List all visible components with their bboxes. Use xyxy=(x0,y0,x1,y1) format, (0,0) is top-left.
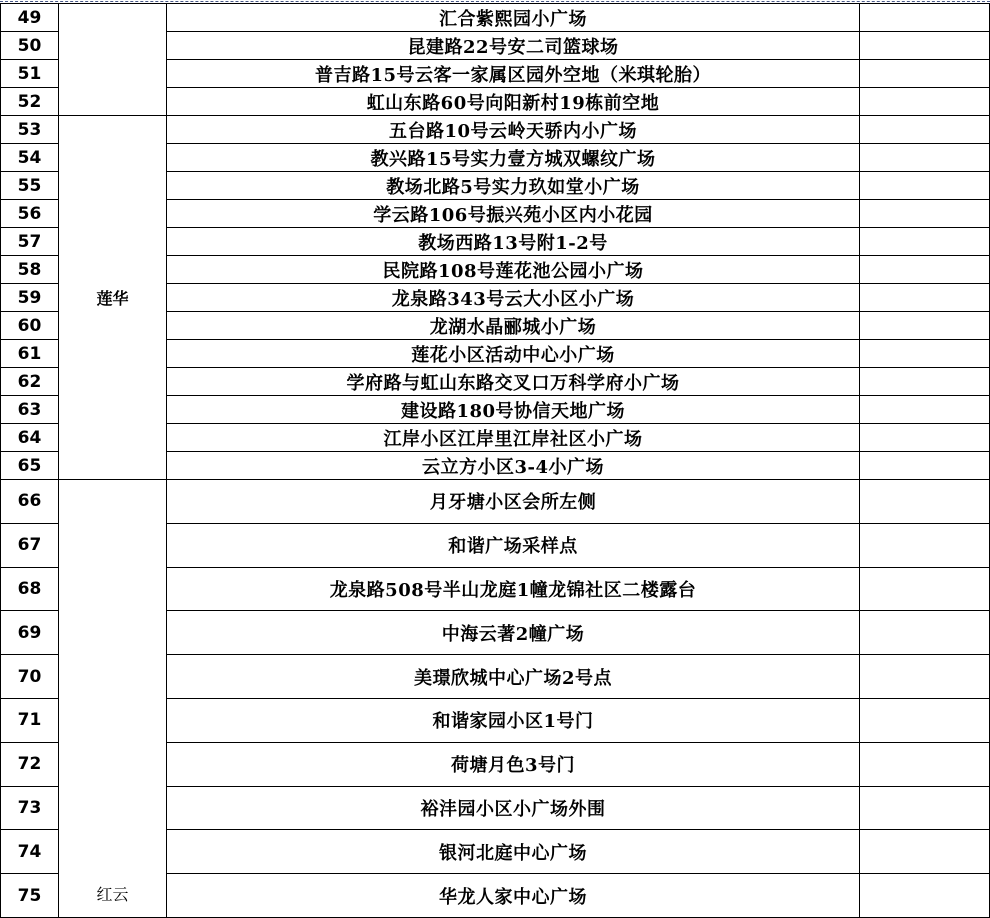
empty-cell[interactable] xyxy=(860,88,990,116)
empty-cell[interactable] xyxy=(860,116,990,144)
row-number-cell[interactable]: 59 xyxy=(1,284,59,312)
empty-cell[interactable] xyxy=(860,611,990,655)
empty-cell[interactable] xyxy=(860,830,990,874)
row-number-cell[interactable]: 68 xyxy=(1,567,59,611)
location-cell[interactable]: 学云路106号振兴苑小区内小花园 xyxy=(167,200,860,228)
location-cell[interactable]: 华龙人家中心广场 xyxy=(167,874,860,918)
location-cell[interactable]: 美璟欣城中心广场2号点 xyxy=(167,655,860,699)
location-cell[interactable]: 和谐家园小区1号门 xyxy=(167,698,860,742)
empty-cell[interactable] xyxy=(860,655,990,699)
empty-cell[interactable] xyxy=(860,567,990,611)
row-number-cell[interactable]: 62 xyxy=(1,368,59,396)
row-number-cell[interactable]: 58 xyxy=(1,256,59,284)
row-number-cell[interactable]: 60 xyxy=(1,312,59,340)
area-cell[interactable] xyxy=(59,4,167,116)
row-number-cell[interactable]: 54 xyxy=(1,144,59,172)
area-cell-lianhua[interactable]: 莲华 xyxy=(59,116,167,480)
location-cell[interactable]: 汇合紫熙园小广场 xyxy=(167,4,860,32)
empty-cell[interactable] xyxy=(860,452,990,480)
location-cell[interactable]: 龙泉路508号半山龙庭1幢龙锦社区二楼露台 xyxy=(167,567,860,611)
row-number-cell[interactable]: 70 xyxy=(1,655,59,699)
row-number-cell[interactable]: 71 xyxy=(1,698,59,742)
location-cell[interactable]: 五台路10号云岭天骄内小广场 xyxy=(167,116,860,144)
empty-cell[interactable] xyxy=(860,312,990,340)
row-number-cell[interactable]: 75 xyxy=(1,874,59,918)
table-row xyxy=(1,116,990,144)
empty-cell[interactable] xyxy=(860,368,990,396)
row-number-cell[interactable]: 61 xyxy=(1,340,59,368)
location-cell[interactable]: 建设路180号协信天地广场 xyxy=(167,396,860,424)
empty-cell[interactable] xyxy=(860,60,990,88)
row-number-cell[interactable]: 69 xyxy=(1,611,59,655)
spreadsheet xyxy=(0,3,990,918)
area-cell-hongyun[interactable] xyxy=(59,480,167,918)
row-number-cell[interactable]: 64 xyxy=(1,424,59,452)
location-cell[interactable]: 中海云著2幢广场 xyxy=(167,611,860,655)
row-number-cell[interactable]: 72 xyxy=(1,742,59,786)
table-row xyxy=(1,4,990,32)
row-number-cell[interactable]: 63 xyxy=(1,396,59,424)
location-cell[interactable]: 裕沣园小区小广场外围 xyxy=(167,786,860,830)
sampling-sites-table xyxy=(0,3,990,918)
empty-cell[interactable] xyxy=(860,742,990,786)
location-cell[interactable]: 龙湖水晶郦城小广场 xyxy=(167,312,860,340)
area-label-hongyun: 红云 xyxy=(96,885,129,904)
empty-cell[interactable] xyxy=(860,698,990,742)
location-cell[interactable]: 银河北庭中心广场 xyxy=(167,830,860,874)
empty-cell[interactable] xyxy=(860,228,990,256)
empty-cell[interactable] xyxy=(860,256,990,284)
empty-cell[interactable] xyxy=(860,340,990,368)
empty-cell[interactable] xyxy=(860,200,990,228)
row-number-cell[interactable]: 49 xyxy=(1,4,59,32)
location-cell[interactable]: 虹山东路60号向阳新村19栋前空地 xyxy=(167,88,860,116)
row-number-cell[interactable]: 52 xyxy=(1,88,59,116)
empty-cell[interactable] xyxy=(860,523,990,567)
row-number-cell[interactable]: 67 xyxy=(1,523,59,567)
row-number-cell[interactable]: 65 xyxy=(1,452,59,480)
location-cell[interactable]: 和谐广场采样点 xyxy=(167,523,860,567)
location-cell[interactable]: 莲花小区活动中心小广场 xyxy=(167,340,860,368)
location-cell[interactable]: 江岸小区江岸里江岸社区小广场 xyxy=(167,424,860,452)
row-number-cell[interactable]: 57 xyxy=(1,228,59,256)
empty-cell[interactable] xyxy=(860,480,990,524)
location-cell[interactable]: 民院路108号莲花池公园小广场 xyxy=(167,256,860,284)
location-cell[interactable]: 教场北路5号实力玖如堂小广场 xyxy=(167,172,860,200)
row-number-cell[interactable]: 56 xyxy=(1,200,59,228)
location-cell[interactable]: 教兴路15号实力壹方城双螺纹广场 xyxy=(167,144,860,172)
empty-cell[interactable] xyxy=(860,396,990,424)
row-number-cell[interactable]: 50 xyxy=(1,32,59,60)
location-cell[interactable]: 普吉路15号云客一家属区园外空地（米琪轮胎） xyxy=(167,60,860,88)
location-cell[interactable]: 昆建路22号安二司篮球场 xyxy=(167,32,860,60)
empty-cell[interactable] xyxy=(860,4,990,32)
row-number-cell[interactable]: 55 xyxy=(1,172,59,200)
row-number-cell[interactable]: 51 xyxy=(1,60,59,88)
top-dashed-border xyxy=(0,1,990,2)
location-cell[interactable]: 教场西路13号附1-2号 xyxy=(167,228,860,256)
row-number-cell[interactable]: 66 xyxy=(1,480,59,524)
table-row xyxy=(1,480,990,524)
empty-cell[interactable] xyxy=(860,144,990,172)
row-number-cell[interactable]: 53 xyxy=(1,116,59,144)
location-cell[interactable]: 云立方小区3-4小广场 xyxy=(167,452,860,480)
location-cell[interactable]: 荷塘月色3号门 xyxy=(167,742,860,786)
row-number-cell[interactable]: 73 xyxy=(1,786,59,830)
location-cell[interactable]: 月牙塘小区会所左侧 xyxy=(167,480,860,524)
location-cell[interactable]: 学府路与虹山东路交叉口万科学府小广场 xyxy=(167,368,860,396)
empty-cell[interactable] xyxy=(860,32,990,60)
empty-cell[interactable] xyxy=(860,424,990,452)
empty-cell[interactable] xyxy=(860,172,990,200)
empty-cell[interactable] xyxy=(860,786,990,830)
empty-cell[interactable] xyxy=(860,874,990,918)
row-number-cell[interactable]: 74 xyxy=(1,830,59,874)
empty-cell[interactable] xyxy=(860,284,990,312)
location-cell[interactable]: 龙泉路343号云大小区小广场 xyxy=(167,284,860,312)
